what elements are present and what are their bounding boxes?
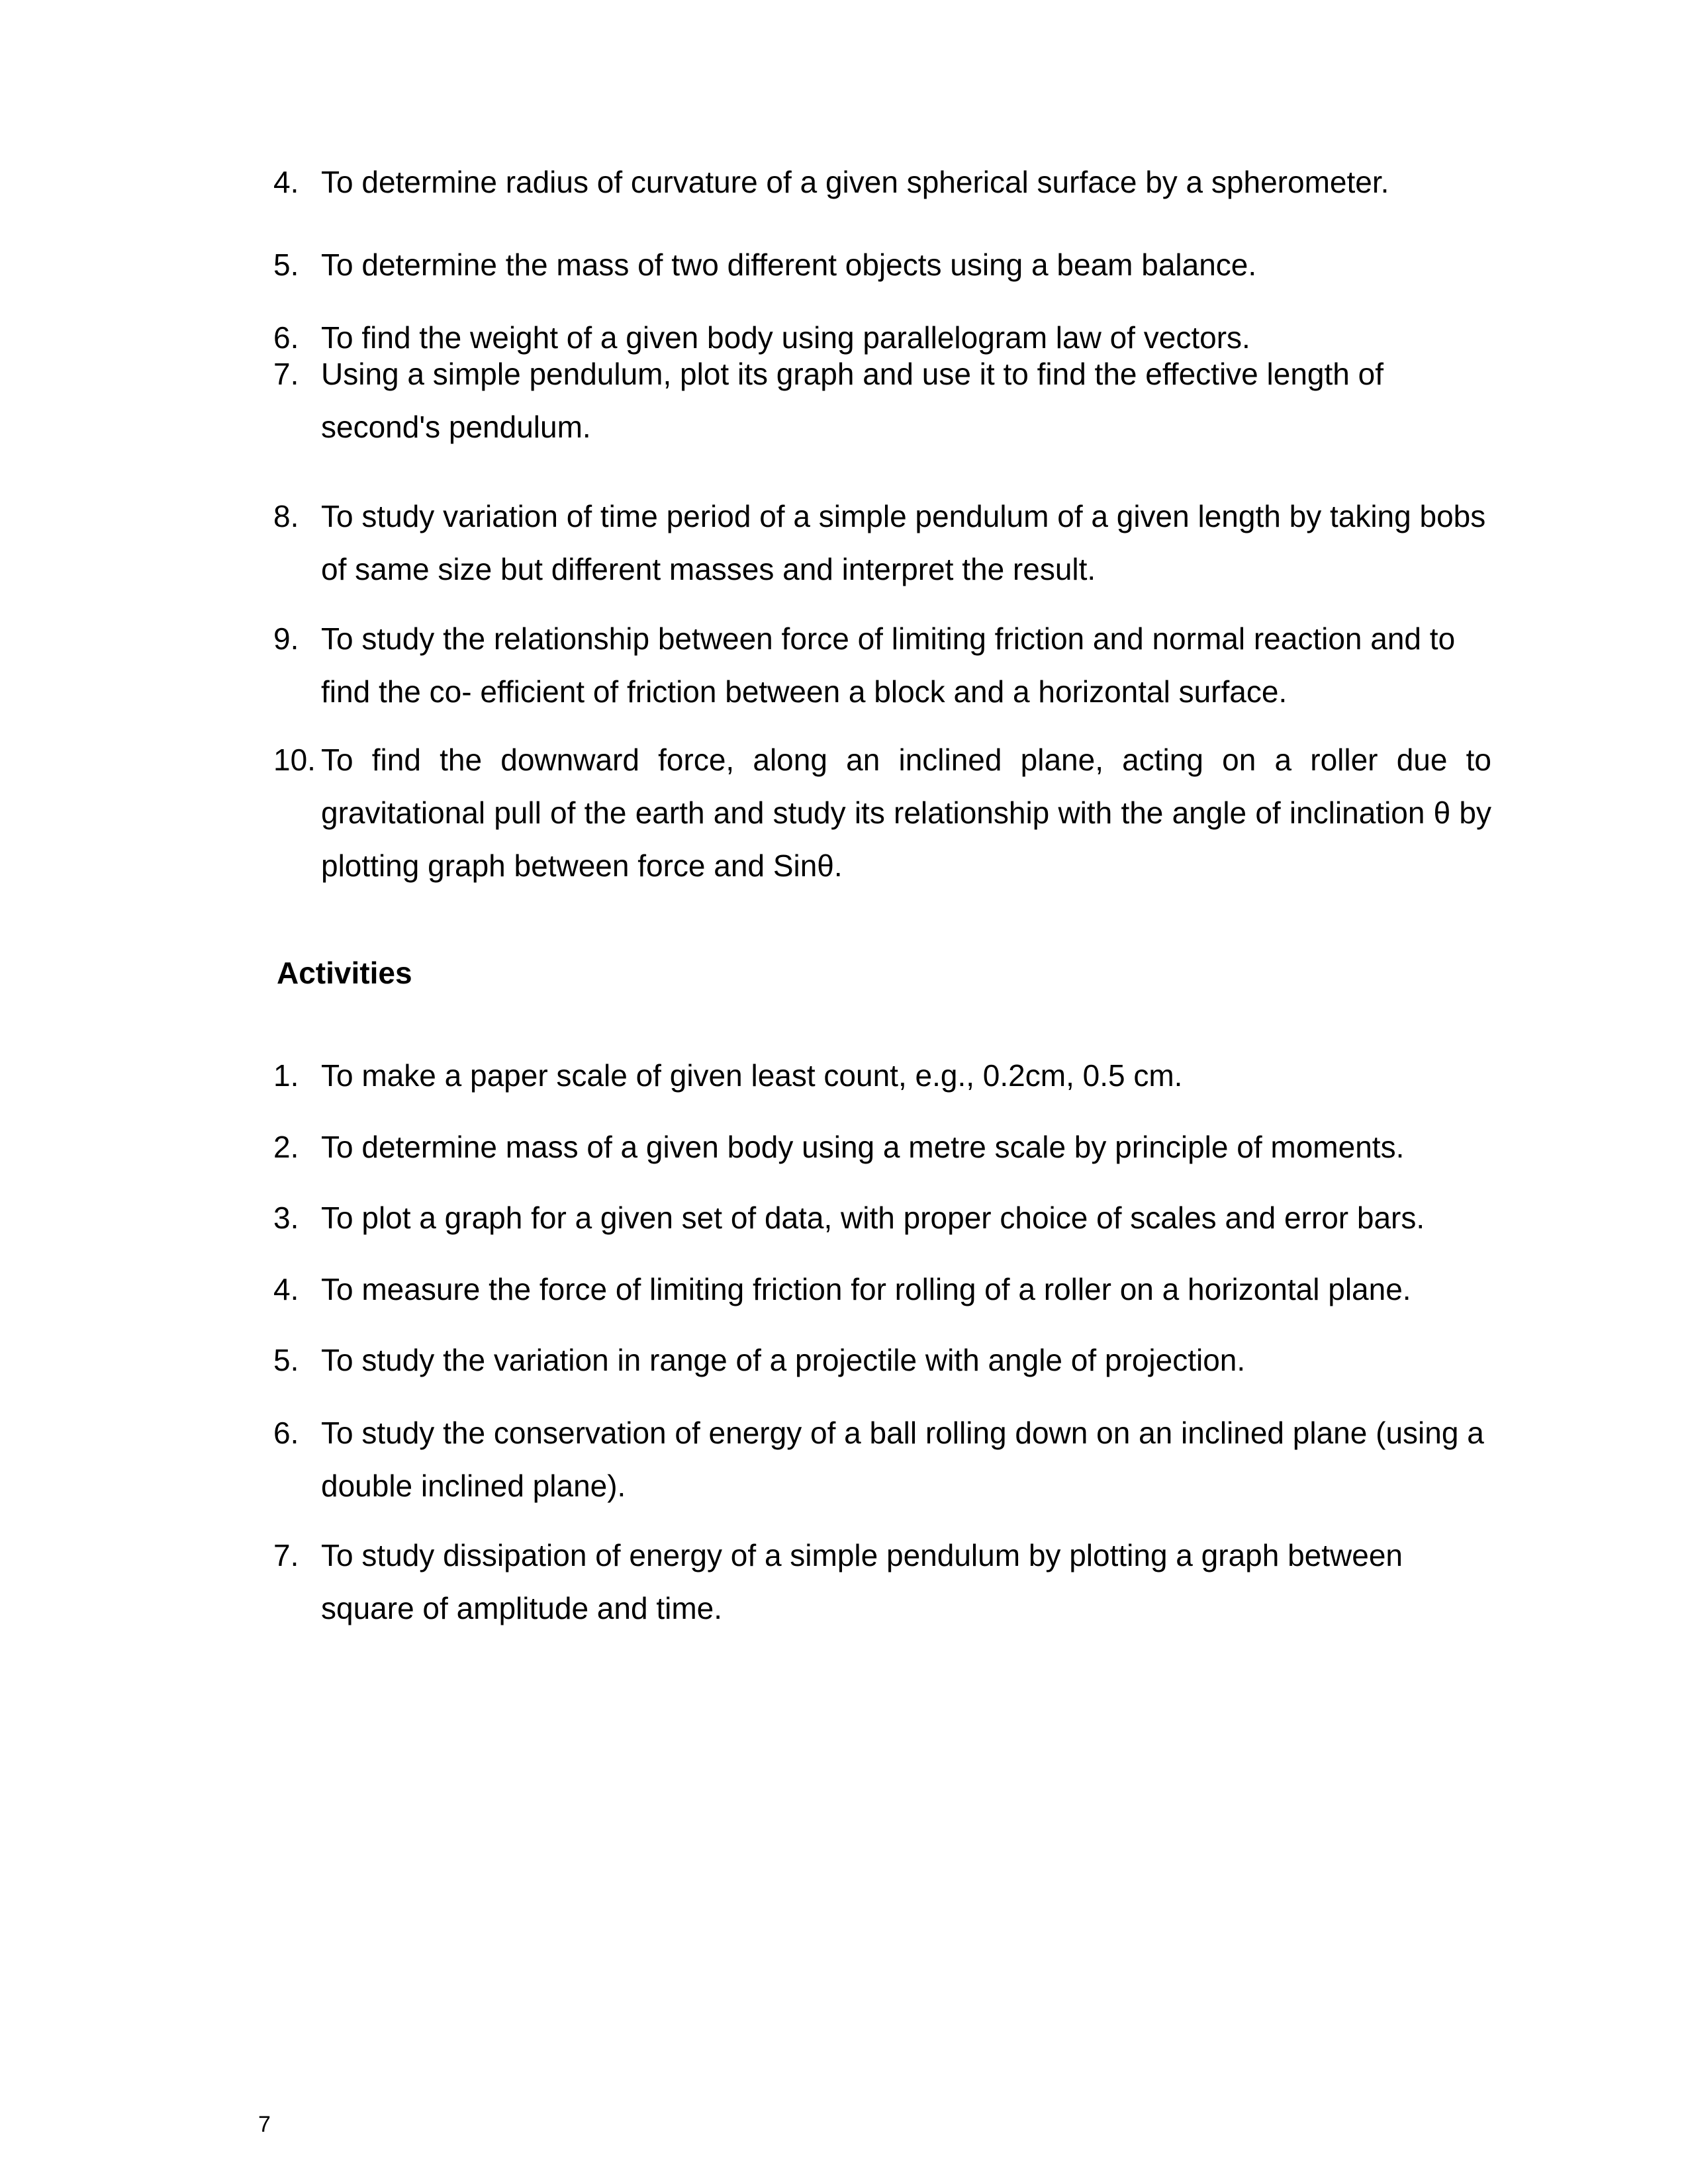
experiment-text: To determine the mass of two different objects using a beam balance. bbox=[321, 248, 1257, 282]
activity-number: 2. bbox=[273, 1130, 299, 1164]
activity-text: To make a paper scale of given least count, e.g., 0.2cm, 0.5 cm. bbox=[321, 1058, 1183, 1093]
experiment-item bbox=[273, 612, 1491, 718]
page-number: 7 bbox=[258, 2112, 271, 2137]
activity-text: To study dissipation of energy of a simple pendulum by plotting a graph between square of amplitude and time. bbox=[321, 1538, 1403, 1625]
experiment-number: 10. bbox=[273, 743, 316, 777]
activity-text: To measure the force of limiting friction for rolling of a roller on a horizontal plane. bbox=[321, 1272, 1411, 1306]
experiment-text: To determine radius of curvature of a given spherical surface by a spherometer. bbox=[321, 165, 1389, 199]
experiment-number: 5. bbox=[273, 248, 299, 282]
activity-number: 7. bbox=[273, 1538, 299, 1572]
experiment-item bbox=[273, 347, 1491, 453]
experiment-item bbox=[273, 156, 1491, 208]
experiment-number: 9. bbox=[273, 621, 299, 656]
activity-item bbox=[273, 1334, 1491, 1387]
activity-item bbox=[273, 1049, 1491, 1102]
activity-text: To study the conservation of energy of a ball rolling down on an inclined plane (using a double inclined plane). bbox=[321, 1416, 1484, 1503]
activity-number: 6. bbox=[273, 1416, 299, 1450]
activity-number: 4. bbox=[273, 1272, 299, 1306]
experiment-text: To find the downward force, along an inclined plane, acting on a roller due to gravitational pull of the earth and study its relationship with the angle of inclination θ by plotting graph between force and Sinθ. bbox=[321, 743, 1491, 883]
activity-number: 3. bbox=[273, 1201, 299, 1235]
experiment-item bbox=[273, 733, 1491, 892]
activity-item bbox=[273, 1263, 1491, 1316]
experiment-number: 8. bbox=[273, 499, 299, 533]
experiment-text: Using a simple pendulum, plot its graph and use it to find the effective length of second's pendulum. bbox=[321, 357, 1384, 444]
activity-text: To study the variation in range of a projectile with angle of projection. bbox=[321, 1343, 1246, 1377]
activity-number: 1. bbox=[273, 1058, 299, 1093]
experiment-number: 7. bbox=[273, 357, 299, 391]
activity-number: 5. bbox=[273, 1343, 299, 1377]
activity-item bbox=[273, 1529, 1491, 1635]
activities-heading: Activities bbox=[277, 956, 412, 990]
experiment-text: To study variation of time period of a simple pendulum of a given length by taking bobs of same size but different masses and interpret the result. bbox=[321, 499, 1486, 586]
experiment-item bbox=[273, 238, 1491, 291]
experiment-text: To find the weight of a given body using parallelogram law of vectors. bbox=[321, 320, 1250, 355]
activity-item bbox=[273, 1406, 1491, 1512]
activity-item bbox=[273, 1120, 1491, 1173]
experiment-item bbox=[273, 490, 1491, 596]
experiment-text: To study the relationship between force of limiting friction and normal reaction and to find the co- efficient of friction between a block and a horizontal surface. bbox=[321, 621, 1456, 709]
activity-item bbox=[273, 1191, 1491, 1244]
activity-text: To determine mass of a given body using a metre scale by principle of moments. bbox=[321, 1130, 1405, 1164]
activity-text: To plot a graph for a given set of data, with proper choice of scales and error bars. bbox=[321, 1201, 1425, 1235]
experiment-number: 6. bbox=[273, 320, 299, 355]
experiment-number: 4. bbox=[273, 165, 299, 199]
